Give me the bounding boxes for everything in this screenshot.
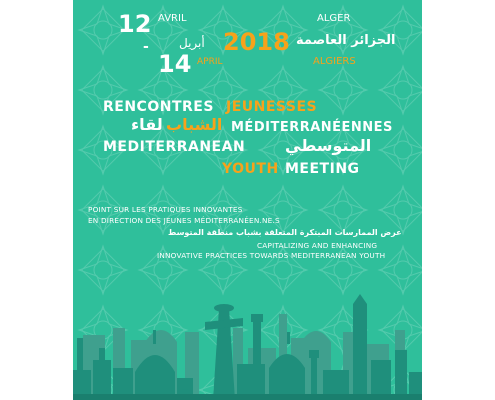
title-rencontres: RENCONTRES bbox=[103, 99, 214, 115]
event-year: 2018 bbox=[223, 28, 290, 56]
location-fr: ALGER bbox=[317, 13, 351, 24]
title-ar-shabab: الشباب bbox=[166, 115, 223, 134]
title-youth: YOUTH bbox=[222, 161, 279, 177]
date-month-fr: AVRIL bbox=[158, 13, 187, 24]
subtitle-en-2: INNOVATIVE PRACTICES TOWARDS MEDITERRANEAN YOUTH bbox=[157, 251, 386, 260]
title-mediterranean: MEDITERRANEAN bbox=[103, 139, 246, 155]
subtitle-fr-2: EN DIRECTION DES JEUNES MÉDITERRANÉEN.NE.S bbox=[88, 216, 280, 225]
date-month-en: APRIL bbox=[197, 57, 223, 67]
title-mediterraneennes: MÉDITERRANÉENNES bbox=[231, 120, 393, 135]
location-ar: الجزائر العاصمة bbox=[296, 33, 396, 48]
title-ar-liqaa: لقاء bbox=[131, 115, 163, 134]
event-poster bbox=[73, 0, 422, 400]
date-day-start: 12 bbox=[118, 10, 152, 38]
title-jeunesses: JEUNESSES bbox=[226, 99, 318, 115]
date-month-ar: أبريل bbox=[179, 36, 205, 50]
algiers-skyline-illustration bbox=[73, 260, 422, 400]
location-en: ALGIERS bbox=[313, 56, 356, 67]
title-ar-mutawassiti: المتوسطي bbox=[285, 136, 372, 155]
subtitle-ar: عرض الممارسات المبتكرة المتعلقة بشباب منطقة المتوسط bbox=[168, 228, 402, 237]
subtitle-fr-1: POINT SUR LES PRATIQUES INNOVANTES bbox=[88, 205, 243, 214]
date-separator: - bbox=[143, 39, 149, 55]
subtitle-en-1: CAPITALIZING AND ENHANCING bbox=[257, 241, 378, 250]
date-day-end: 14 bbox=[158, 50, 192, 78]
title-meeting: MEETING bbox=[285, 161, 360, 177]
